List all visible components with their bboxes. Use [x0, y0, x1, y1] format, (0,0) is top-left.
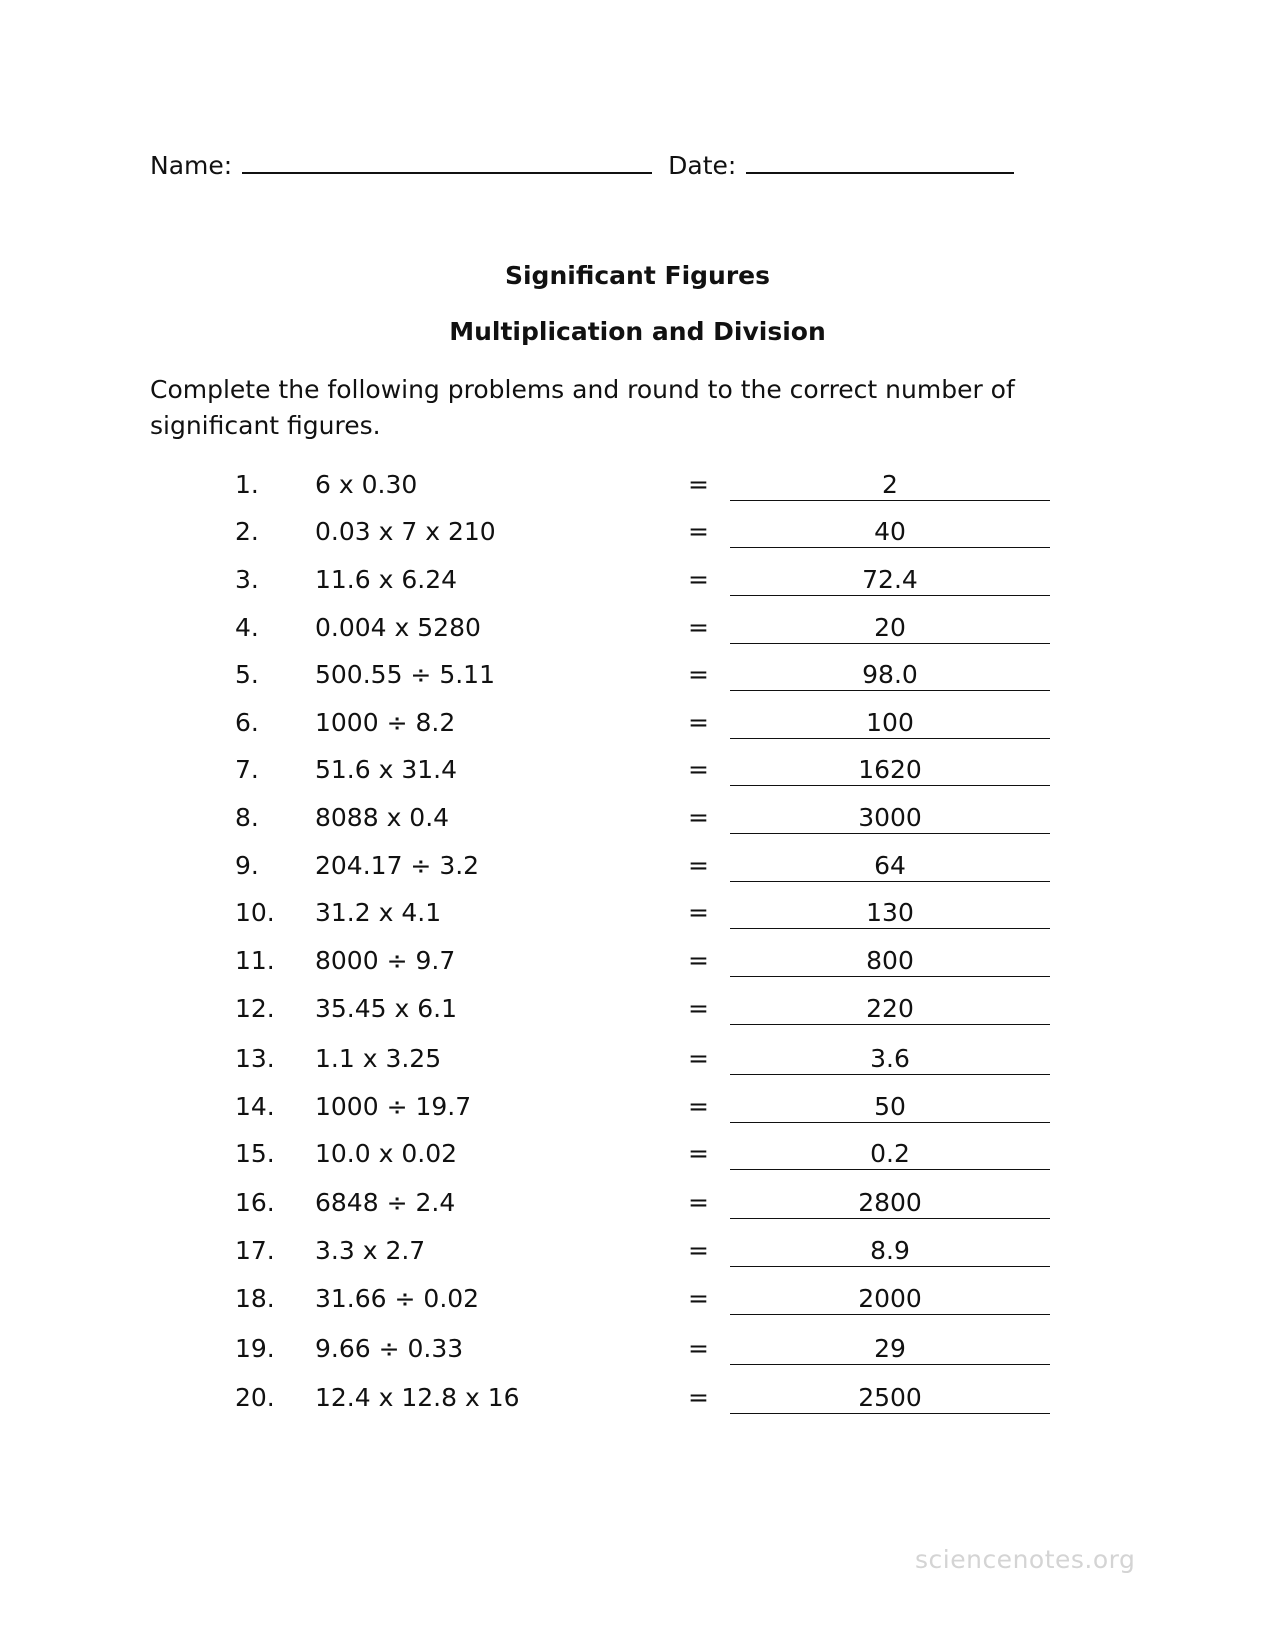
problem-row [0, 1188, 1275, 1228]
equals-sign: = [688, 708, 709, 737]
problem-row [0, 613, 1275, 653]
problem-expression: 9.66 ÷ 0.33 [315, 1334, 464, 1363]
problem-row [0, 1236, 1275, 1276]
name-date-line [150, 148, 1022, 180]
problem-row [0, 470, 1275, 510]
problem-number: 12. [235, 994, 275, 1023]
answer-field[interactable]: 64 [730, 851, 1050, 882]
problem-expression: 8000 ÷ 9.7 [315, 946, 456, 975]
answer-field[interactable]: 100 [730, 708, 1050, 739]
equals-sign: = [688, 565, 709, 594]
problem-expression: 0.03 x 7 x 210 [315, 517, 496, 546]
problem-row [0, 946, 1275, 986]
problem-number: 6. [235, 708, 259, 737]
problem-row [0, 1334, 1275, 1374]
name-blank[interactable] [242, 148, 652, 174]
problem-row [0, 755, 1275, 795]
problem-number: 5. [235, 660, 259, 689]
equals-sign: = [688, 898, 709, 927]
answer-field[interactable]: 40 [730, 517, 1050, 548]
problem-row [0, 517, 1275, 557]
problem-row [0, 1284, 1275, 1324]
answer-field[interactable]: 3.6 [730, 1044, 1050, 1075]
date-label: Date: [668, 151, 737, 180]
problem-expression: 1000 ÷ 19.7 [315, 1092, 472, 1121]
equals-sign: = [688, 1139, 709, 1168]
problem-number: 10. [235, 898, 275, 927]
equals-sign: = [688, 851, 709, 880]
answer-field[interactable]: 98.0 [730, 660, 1050, 691]
problem-expression: 0.004 x 5280 [315, 613, 481, 642]
problem-number: 7. [235, 755, 259, 784]
problem-expression: 31.2 x 4.1 [315, 898, 442, 927]
equals-sign: = [688, 1236, 709, 1265]
problem-expression: 204.17 ÷ 3.2 [315, 851, 480, 880]
problem-row [0, 851, 1275, 891]
equals-sign: = [688, 1044, 709, 1073]
problem-expression: 3.3 x 2.7 [315, 1236, 426, 1265]
answer-field[interactable]: 3000 [730, 803, 1050, 834]
answer-field[interactable]: 0.2 [730, 1139, 1050, 1170]
problem-row [0, 1139, 1275, 1179]
worksheet-subtitle: Multiplication and Division [449, 317, 826, 346]
problem-expression: 12.4 x 12.8 x 16 [315, 1383, 520, 1412]
problem-expression: 6848 ÷ 2.4 [315, 1188, 456, 1217]
problem-expression: 11.6 x 6.24 [315, 565, 458, 594]
answer-field[interactable]: 2800 [730, 1188, 1050, 1219]
answer-field[interactable]: 1620 [730, 755, 1050, 786]
problem-row [0, 994, 1275, 1034]
answer-field[interactable]: 220 [730, 994, 1050, 1025]
problem-number: 1. [235, 470, 259, 499]
equals-sign: = [688, 613, 709, 642]
watermark: sciencenotes.org [915, 1545, 1136, 1574]
problem-number: 20. [235, 1383, 275, 1412]
problem-number: 14. [235, 1092, 275, 1121]
date-blank[interactable] [746, 148, 1014, 174]
answer-field[interactable]: 130 [730, 898, 1050, 929]
problem-number: 15. [235, 1139, 275, 1168]
problem-expression: 6 x 0.30 [315, 470, 418, 499]
problem-number: 9. [235, 851, 259, 880]
equals-sign: = [688, 1188, 709, 1217]
problem-row [0, 708, 1275, 748]
problem-expression: 1000 ÷ 8.2 [315, 708, 456, 737]
answer-field[interactable]: 2500 [730, 1383, 1050, 1414]
problem-row [0, 898, 1275, 938]
problem-number: 19. [235, 1334, 275, 1363]
problem-number: 18. [235, 1284, 275, 1313]
answer-field[interactable]: 20 [730, 613, 1050, 644]
problem-number: 17. [235, 1236, 275, 1265]
answer-field[interactable]: 2 [730, 470, 1050, 501]
answer-field[interactable]: 8.9 [730, 1236, 1050, 1267]
equals-sign: = [688, 1334, 709, 1363]
problem-expression: 8088 x 0.4 [315, 803, 450, 832]
equals-sign: = [688, 1284, 709, 1313]
answer-field[interactable]: 2000 [730, 1284, 1050, 1315]
answer-field[interactable]: 72.4 [730, 565, 1050, 596]
problem-number: 2. [235, 517, 259, 546]
problem-row [0, 565, 1275, 605]
equals-sign: = [688, 755, 709, 784]
equals-sign: = [688, 946, 709, 975]
problem-number: 16. [235, 1188, 275, 1217]
problem-expression: 500.55 ÷ 5.11 [315, 660, 495, 689]
problem-number: 3. [235, 565, 259, 594]
answer-field[interactable]: 800 [730, 946, 1050, 977]
equals-sign: = [688, 660, 709, 689]
problem-expression: 51.6 x 31.4 [315, 755, 458, 784]
problem-expression: 10.0 x 0.02 [315, 1139, 458, 1168]
worksheet-title: Significant Figures [504, 261, 770, 290]
instructions: Complete the following problems and round to the correct number of significant figures. [150, 375, 1015, 440]
problem-row [0, 1092, 1275, 1132]
equals-sign: = [688, 1383, 709, 1412]
problem-row [0, 1044, 1275, 1084]
answer-field[interactable]: 29 [730, 1334, 1050, 1365]
problem-number: 8. [235, 803, 259, 832]
equals-sign: = [688, 994, 709, 1023]
equals-sign: = [688, 470, 709, 499]
problem-row [0, 1383, 1275, 1423]
problem-row [0, 803, 1275, 843]
problem-number: 4. [235, 613, 259, 642]
problem-number: 13. [235, 1044, 275, 1073]
equals-sign: = [688, 1092, 709, 1121]
equals-sign: = [688, 517, 709, 546]
name-label: Name: [150, 151, 233, 180]
problem-expression: 31.66 ÷ 0.02 [315, 1284, 480, 1313]
answer-field[interactable]: 50 [730, 1092, 1050, 1123]
problem-expression: 35.45 x 6.1 [315, 994, 458, 1023]
equals-sign: = [688, 803, 709, 832]
problem-expression: 1.1 x 3.25 [315, 1044, 442, 1073]
problem-row [0, 660, 1275, 700]
problem-number: 11. [235, 946, 275, 975]
